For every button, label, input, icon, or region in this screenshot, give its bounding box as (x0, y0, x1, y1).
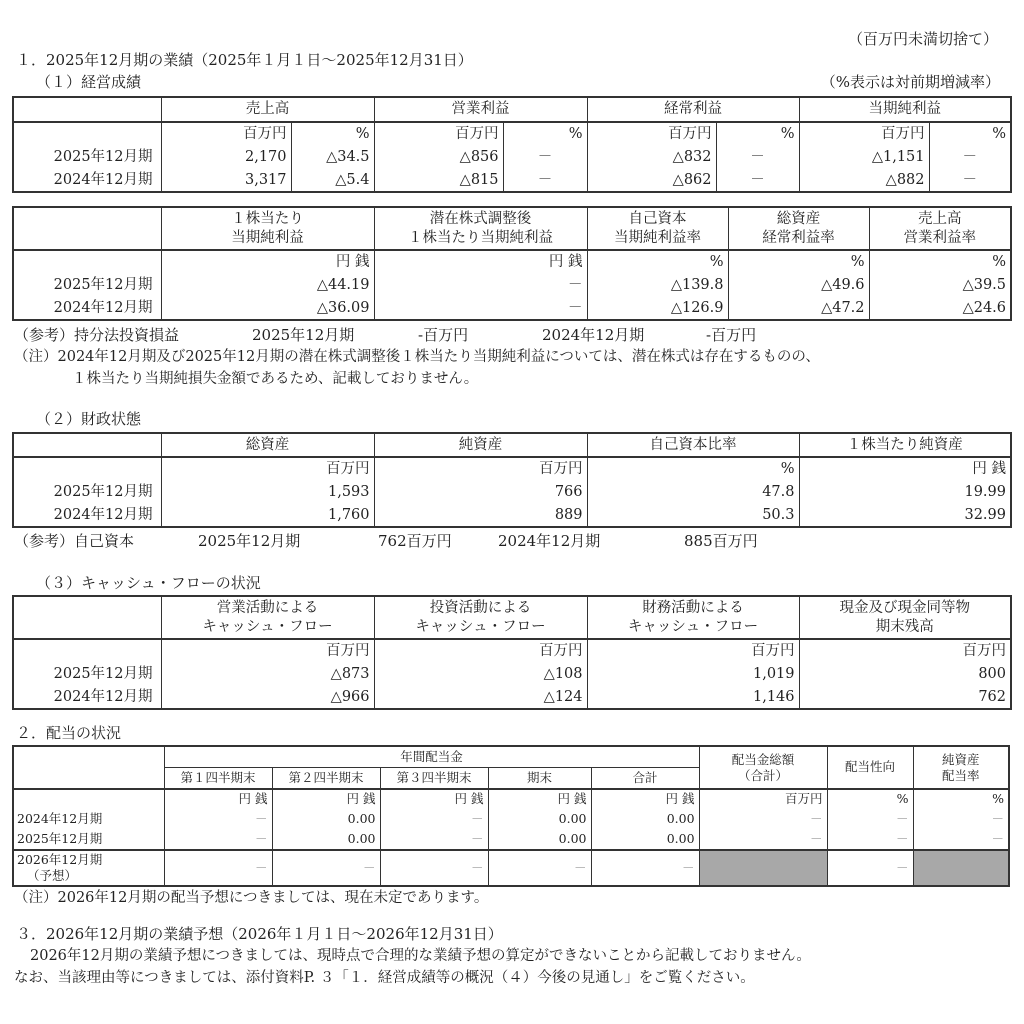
value-cell: △815 (374, 169, 503, 192)
col-header-q1: 第１四半期末 (164, 767, 272, 789)
col-header-bps: １株当たり純資産 (799, 433, 1011, 457)
value-cell: － (488, 850, 591, 886)
value-cell: △5.4 (291, 169, 374, 192)
value-cell: － (827, 829, 913, 850)
diluted-eps-note: （注）2024年12月期及び2025年12月期の潜在株式調整後１株当たり当期純利益については、潜在株式は存在するものの、 (14, 349, 820, 365)
value-cell: 1,146 (587, 686, 799, 709)
col-header-operating-margin: 売上高 営業利益率 (869, 207, 1011, 250)
row-label: 2025年12月期 (13, 274, 161, 297)
value-cell: － (164, 829, 272, 850)
diluted-eps-note-cont: １株当たり当期純損失金額であるため、記載しておりません。 (72, 371, 479, 387)
value-cell: △856 (374, 146, 503, 169)
unit-cell: 円 銭 (799, 457, 1011, 481)
col-header-cash-end: 現金及び現金同等物 期末残高 (799, 596, 1011, 639)
col-header-doe: 純資産 配当率 (913, 746, 1009, 789)
table-row (13, 809, 1009, 829)
unit-row (13, 457, 1011, 481)
value-cell: △882 (799, 169, 929, 192)
value-cell: △873 (161, 663, 374, 686)
row-label: 2024年12月期 (13, 169, 161, 192)
row-label: 2024年12月期 (13, 297, 161, 320)
unit-cell: % (587, 457, 799, 481)
col-header-equity-ratio: 自己資本比率 (587, 433, 799, 457)
section2-title: ２．配当の状況 (16, 724, 122, 742)
value-cell: △139.8 (587, 274, 728, 297)
value-cell: 0.00 (591, 809, 699, 829)
col-header-investing-cf: 投資活動による キャッシュ・フロー (374, 596, 587, 639)
value-cell: － (380, 850, 488, 886)
table-row (13, 686, 1011, 709)
table-row (13, 829, 1009, 850)
table-row (13, 146, 1011, 169)
value-cell: － (699, 829, 827, 850)
value-cell: 0.00 (591, 829, 699, 850)
unit-cell: % (716, 122, 799, 146)
sub2-title: （２）財政状態 (36, 410, 142, 428)
unit-row (13, 250, 1011, 274)
table-header-row (13, 746, 1009, 767)
col-header-net-profit: 当期純利益 (799, 97, 1011, 122)
table-row (13, 274, 1011, 297)
unit-cell: % (503, 122, 587, 146)
equity-method-ref: （参考）持分法投資損益 2025年12月期 -百万円 2024年12月期 -百万円 (14, 326, 757, 344)
corner-cell (13, 97, 161, 122)
row-label: 2024年12月期 (13, 504, 161, 527)
value-cell: － (374, 297, 587, 320)
value-cell: － (503, 146, 587, 169)
value-cell: － (827, 850, 913, 886)
col-header-payout-ratio: 配当性向 (827, 746, 913, 789)
value-cell: 0.00 (488, 809, 591, 829)
unit-cell: 円 銭 (488, 789, 591, 809)
value-cell: 800 (799, 663, 1011, 686)
value-cell: 0.00 (488, 829, 591, 850)
financial-position-table (12, 432, 1012, 528)
col-header-year-end: 期末 (488, 767, 591, 789)
section3-title: ３．2026年12月期の業績予想（2026年１月１日～2026年12月31日） (16, 925, 503, 943)
table-row (13, 169, 1011, 192)
table-header-row (13, 433, 1011, 457)
value-cell: － (929, 169, 1011, 192)
col-header-net-assets: 純資産 (374, 433, 587, 457)
unit-cell: 百万円 (587, 122, 716, 146)
col-header-total-dividend: 配当金総額 （合計） (699, 746, 827, 789)
table-row (13, 663, 1011, 686)
value-cell: 1,019 (587, 663, 799, 686)
unit-row (13, 789, 1009, 809)
value-cell: 50.3 (587, 504, 799, 527)
value-cell: △34.5 (291, 146, 374, 169)
value-cell: － (164, 850, 272, 886)
value-cell: △126.9 (587, 297, 728, 320)
col-header-sales: 売上高 (161, 97, 374, 122)
unit-cell: % (291, 122, 374, 146)
value-cell: 766 (374, 481, 587, 504)
table-row (13, 481, 1011, 504)
value-cell: △49.6 (728, 274, 869, 297)
value-cell: 3,317 (161, 169, 291, 192)
value-cell: － (164, 809, 272, 829)
table-row (13, 504, 1011, 527)
row-label: 2025年12月期 (13, 829, 164, 850)
value-cell: － (913, 829, 1009, 850)
unit-cell: % (827, 789, 913, 809)
col-header-roa: 総資産 経常利益率 (728, 207, 869, 250)
value-cell: 1,760 (161, 504, 374, 527)
col-header-operating-cf: 営業活動による キャッシュ・フロー (161, 596, 374, 639)
percent-note: （%表示は対前期増減率） (820, 73, 1000, 91)
unit-cell: 円 銭 (380, 789, 488, 809)
unit-cell: 百万円 (161, 122, 291, 146)
unit-cell: 円 銭 (161, 250, 374, 274)
row-label: 2024年12月期 (13, 809, 164, 829)
row-label: 2024年12月期 (13, 686, 161, 709)
table-header-row (13, 97, 1011, 122)
value-cell: － (716, 146, 799, 169)
unit-row (13, 122, 1011, 146)
table-row (13, 297, 1011, 320)
value-cell: － (716, 169, 799, 192)
value-cell: － (374, 274, 587, 297)
dividend-table (12, 745, 1010, 887)
row-label: 2025年12月期 (13, 663, 161, 686)
value-cell: 47.8 (587, 481, 799, 504)
unit-cell: 百万円 (161, 457, 374, 481)
value-cell: － (827, 809, 913, 829)
value-cell: － (503, 169, 587, 192)
col-header-ordinary-profit: 経常利益 (587, 97, 799, 122)
value-cell: － (380, 829, 488, 850)
value-cell: － (929, 146, 1011, 169)
value-cell: △24.6 (869, 297, 1011, 320)
value-cell: △966 (161, 686, 374, 709)
col-header-diluted-eps: 潜在株式調整後 １株当たり当期純利益 (374, 207, 587, 250)
col-header-q2: 第２四半期末 (272, 767, 380, 789)
section1-title: １．2025年12月期の業績（2025年１月１日～2025年12月31日） (16, 51, 473, 69)
table-header-row (13, 207, 1011, 250)
unit-cell: 百万円 (374, 639, 587, 663)
col-header-eps: １株当たり 当期純利益 (161, 207, 374, 250)
value-cell: 32.99 (799, 504, 1011, 527)
value-cell: △108 (374, 663, 587, 686)
col-header-q3: 第３四半期末 (380, 767, 488, 789)
unit-cell: 円 銭 (591, 789, 699, 809)
value-cell: △832 (587, 146, 716, 169)
unit-cell: 円 銭 (374, 250, 587, 274)
unit-cell: % (929, 122, 1011, 146)
value-cell: △124 (374, 686, 587, 709)
unit-cell: 百万円 (699, 789, 827, 809)
operating-results-table (12, 96, 1012, 193)
col-header-total-assets: 総資産 (161, 433, 374, 457)
value-cell: － (913, 809, 1009, 829)
value-cell: 19.99 (799, 481, 1011, 504)
table-header-row (13, 596, 1011, 639)
shaded-cell (699, 850, 827, 886)
row-label: 2026年12月期 （予想） (13, 850, 164, 886)
shaded-cell (913, 850, 1009, 886)
value-cell: △862 (587, 169, 716, 192)
forecast-row (13, 850, 1009, 886)
forecast-text-line1: 2026年12月期の業績予想につきましては、現時点で合理的な業績予想の算定ができないことから記載しておりません。 (30, 948, 811, 964)
equity-ref: （参考）自己資本 2025年12月期 762百万円 2024年12月期 885百万円 (14, 532, 758, 550)
value-cell: △36.09 (161, 297, 374, 320)
col-header-roe: 自己資本 当期純利益率 (587, 207, 728, 250)
unit-cell: % (728, 250, 869, 274)
value-cell: 0.00 (272, 829, 380, 850)
unit-cell: % (869, 250, 1011, 274)
value-cell: 1,593 (161, 481, 374, 504)
col-header-total: 合計 (591, 767, 699, 789)
value-cell: 2,170 (161, 146, 291, 169)
unit-cell: % (913, 789, 1009, 809)
unit-cell: 百万円 (161, 639, 374, 663)
unit-cell: 百万円 (587, 639, 799, 663)
col-header-annual-dividend: 年間配当金 (164, 746, 699, 767)
col-header-operating-profit: 営業利益 (374, 97, 587, 122)
unit-cell: 百万円 (799, 639, 1011, 663)
unit-cell: 円 銭 (272, 789, 380, 809)
value-cell: 889 (374, 504, 587, 527)
unit-row (13, 639, 1011, 663)
unit-cell: 円 銭 (164, 789, 272, 809)
sub3-title: （３）キャッシュ・フローの状況 (36, 574, 261, 592)
row-label: 2025年12月期 (13, 146, 161, 169)
value-cell: － (591, 850, 699, 886)
unit-cell: % (587, 250, 728, 274)
row-label: 2025年12月期 (13, 481, 161, 504)
value-cell: － (272, 850, 380, 886)
forecast-text-line2: なお、当該理由等につきましては、添付資料P. ３「１．経営成績等の概況（４）今後の見通し」をご覧ください。 (14, 970, 755, 986)
value-cell: 0.00 (272, 809, 380, 829)
sub1-title: （１）経営成績 (36, 73, 142, 91)
value-cell: △39.5 (869, 274, 1011, 297)
cash-flow-table (12, 595, 1012, 710)
value-cell: － (380, 809, 488, 829)
value-cell: △47.2 (728, 297, 869, 320)
value-cell: 762 (799, 686, 1011, 709)
col-header-financing-cf: 財務活動による キャッシュ・フロー (587, 596, 799, 639)
value-cell: △44.19 (161, 274, 374, 297)
value-cell: － (699, 809, 827, 829)
unit-cell: 百万円 (799, 122, 929, 146)
unit-note: （百万円未満切捨て） (847, 30, 998, 48)
unit-cell: 百万円 (374, 457, 587, 481)
dividend-note: （注）2026年12月期の配当予想につきましては、現在未定であります。 (14, 890, 489, 906)
per-share-ratios-table (12, 206, 1012, 321)
value-cell: △1,151 (799, 146, 929, 169)
unit-cell: 百万円 (374, 122, 503, 146)
